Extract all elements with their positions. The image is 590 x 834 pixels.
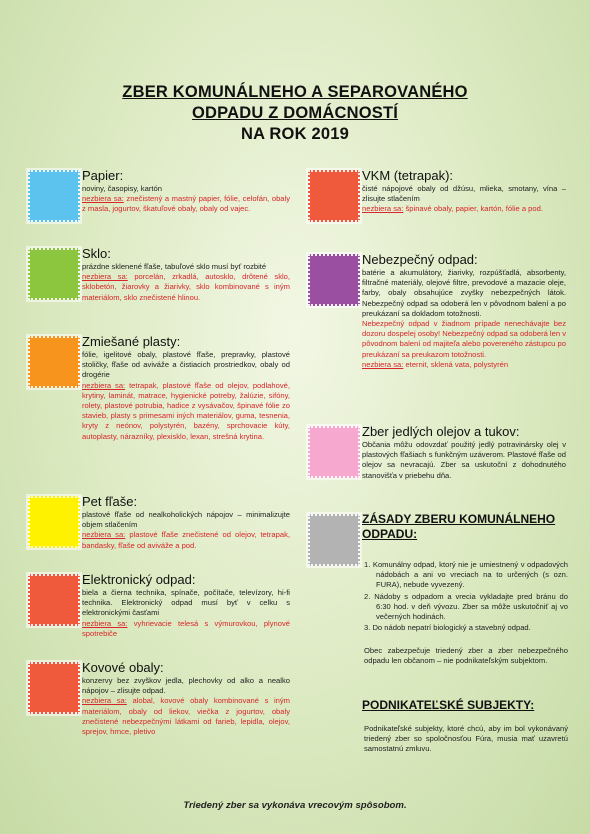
rules-note: Obec zabezpečuje triedený zber a zber nebezpečného odpadu len občanom – nie podnikateľským subjektom. [364, 646, 568, 666]
color-swatch-sklo [28, 248, 80, 300]
not-label: nezbiera sa: [82, 380, 126, 390]
item-title: Nebezpečný odpad: [362, 252, 478, 267]
not-text: špinavé obaly, papier, kartón, fólie a pod. [403, 204, 543, 214]
not-text: vyhrievacie telesá s výmurovkou, plynové spotrebiče [82, 618, 291, 638]
not-label: nezbiera sa: [82, 696, 127, 706]
not-label: nezbiera sa: [82, 618, 128, 628]
title-line-2: ODPADU Z DOMÁCNOSTÍ [191, 104, 399, 122]
item-title: Kovové obaly: [82, 660, 164, 675]
color-swatch-nebezpecny [308, 254, 360, 306]
not-text: plastové fľaše znečistené od olejov, tetrapak, bandasky, fľaše od aviváže a pod. [82, 530, 290, 550]
item-title: Zmiešané plasty: [82, 334, 181, 349]
item-text [82, 588, 290, 639]
title-line-1: ZBER KOMUNÁLNEHO A SEPAROVANÉHO [122, 83, 468, 101]
color-swatch-plasty [28, 336, 80, 388]
item-text [362, 184, 566, 215]
not-text: eternit, sklená vata, polystyrén [403, 359, 509, 369]
not-label: nezbiera sa: [82, 272, 128, 282]
business-text: Podnikateľské subjekty, ktoré chcú, aby im bol vykonávaný triedený zber so spoločnosťou Fúra, musia mať uzavretú samostatnú zmluvu. [364, 724, 568, 754]
accepts-text: prázdne sklenené fľaše, tabuľové sklo musí byť rozbité [82, 262, 267, 271]
item-title: Elektronický odpad: [82, 572, 196, 587]
rule-item: 3. Do nádob nepatrí biologický a stavebný odpad. [364, 623, 531, 633]
rule-item: 2. Nádoby s odpadom a vrecia vykladajte pred bránu do 6:30 hod. v deň vývozu. Zber sa môže uskutočniť aj vo večerných hodinách. [364, 591, 568, 622]
item-text [82, 350, 290, 442]
title-line-3: NA ROK 2019 [241, 125, 349, 143]
color-swatch-kov [28, 662, 80, 714]
item-text [82, 184, 290, 215]
color-swatch-elektro [28, 574, 80, 626]
item-text [82, 262, 290, 303]
rules-list [364, 560, 568, 634]
rule-item: 1. Komunálny odpad, ktorý nie je umiestnený v odpadových nádobách a ani vo vreciach na to určených (s ozn. FURA), nebude vyvezený. [364, 560, 568, 590]
accepts-text: fólie, igelitové obaly, plastové fľaše, prepravky, plastové stoličky, fľaše od aviváže a čistiacich prostriedkov, obaly od drogérie [82, 350, 290, 380]
accepts-text: noviny, časopisy, kartón [82, 184, 162, 193]
item-title: Sklo: [82, 246, 111, 261]
item-title: VKM (tetrapak): [362, 168, 454, 183]
rules-heading: ZÁSADY ZBERU KOMUNÁLNEHO ODPADU: [362, 512, 556, 541]
not-text: tetrapak, plastové fľaše od olejov, podlahové, krytiny, laminát, matrace, hygienické potreby, žalúzie, sifóny, rolety, plastové potrubia, hadice z vysávačov, špinavé fólie zo stavieb, plasty s primesami iných materiálov, guma, tesnenia, kryty z neónov, polystyrén, bazény, sprchovacie kúty, autoplasty, nárazníky, plexisklo, lexan, strešná krytina. [82, 380, 290, 441]
item-text [362, 268, 566, 370]
not-label: nezbiera sa: [362, 359, 404, 369]
page-title [0, 82, 590, 145]
warning-text: Nebezpečný odpad v žiadnom prípade nenechávajte bez dozoru dospelej osoby! Nebezpečný odpad sa odoberá len v pôvodnom balení od majiteľa alebo povereného zástupcu po preukázaní sa preukazom totožnosti. [362, 319, 566, 359]
item-title: Zber jedlých olejov a tukov: [362, 424, 520, 439]
item-text [82, 676, 290, 737]
not-label: nezbiera sa: [362, 204, 404, 214]
accepts-text: čisté nápojové obaly od džúsu, mlieka, smotany, vína – zlisujte stlačením [362, 184, 566, 204]
color-swatch-oleje [308, 426, 360, 478]
footer-note: Triedený zber sa vykonáva vrecovým spôsobom. [183, 800, 407, 811]
color-swatch-zasady [308, 514, 360, 566]
not-text: alobal, kovové obaly kombinované s iným materiálom, obaly od liekov, viečka z jogurtov, obaly znečistené nebezpečnými látkami od farieb, lepidla, olejov, sprejov, hrnce, pletivo [82, 696, 291, 737]
accepts-text: Občania môžu odovzdať použitý jedlý potravinársky olej v plastových fľašiach s funkčným uzáverom. Plastové fľaše od olejov sa nevracajú. Zber sa uskutoční z dohodnutého stanovišťa v priebehu dňa. [362, 440, 566, 480]
item-text [82, 510, 290, 551]
item-title: Papier: [82, 168, 124, 183]
accepts-text: plastové fľaše od nealkoholických nápojov – minimalizujte objem stlačením [82, 510, 290, 530]
item-title: Pet fľaše: [82, 494, 138, 509]
item-text [362, 440, 566, 481]
not-label: nezbiera sa: [82, 530, 126, 540]
accepts-text: konzervy bez zvyškov jedla, plechovky od alko a nealko nápojov – zlisujte odpad. [82, 676, 290, 696]
accepts-text: biela a čierna technika, spínače, počítače, televízory, hi-fi technika. Elektronický odpad musí byť v celku s elektronickými časťami [82, 588, 290, 618]
color-swatch-papier [28, 170, 80, 222]
color-swatch-vkm [308, 170, 360, 222]
not-text: porcelán, zrkadlá, autosklo, drôtené sklo, sklobetón, žiarovky a žiarivky, sklo kombinované s iným materiálom, sklo znečistené hlinou. [82, 272, 291, 302]
color-swatch-pet [28, 496, 80, 548]
accepts-text: batérie a akumulátory, žiarivky, rozpúšťadlá, absorbenty, filtračné materiály, olejové filtre, prevodové a mazacie oleje, farby, obaly obsahujúce zvyšky nebezpečných látok. Nebezpečný odpad sa odoberá len v pôvodnom balení a po preukázaní sa dokladom totožnosti. [362, 268, 566, 318]
not-text: znečistený a mastný papier, fólie, celofán, obaly z masla, jogurtov, škatuľové obaly, obaly od vajec. [82, 194, 291, 214]
not-label: nezbiera sa: [82, 194, 124, 204]
business-heading: PODNIKATEĽSKÉ SUBJEKTY: [362, 698, 535, 712]
